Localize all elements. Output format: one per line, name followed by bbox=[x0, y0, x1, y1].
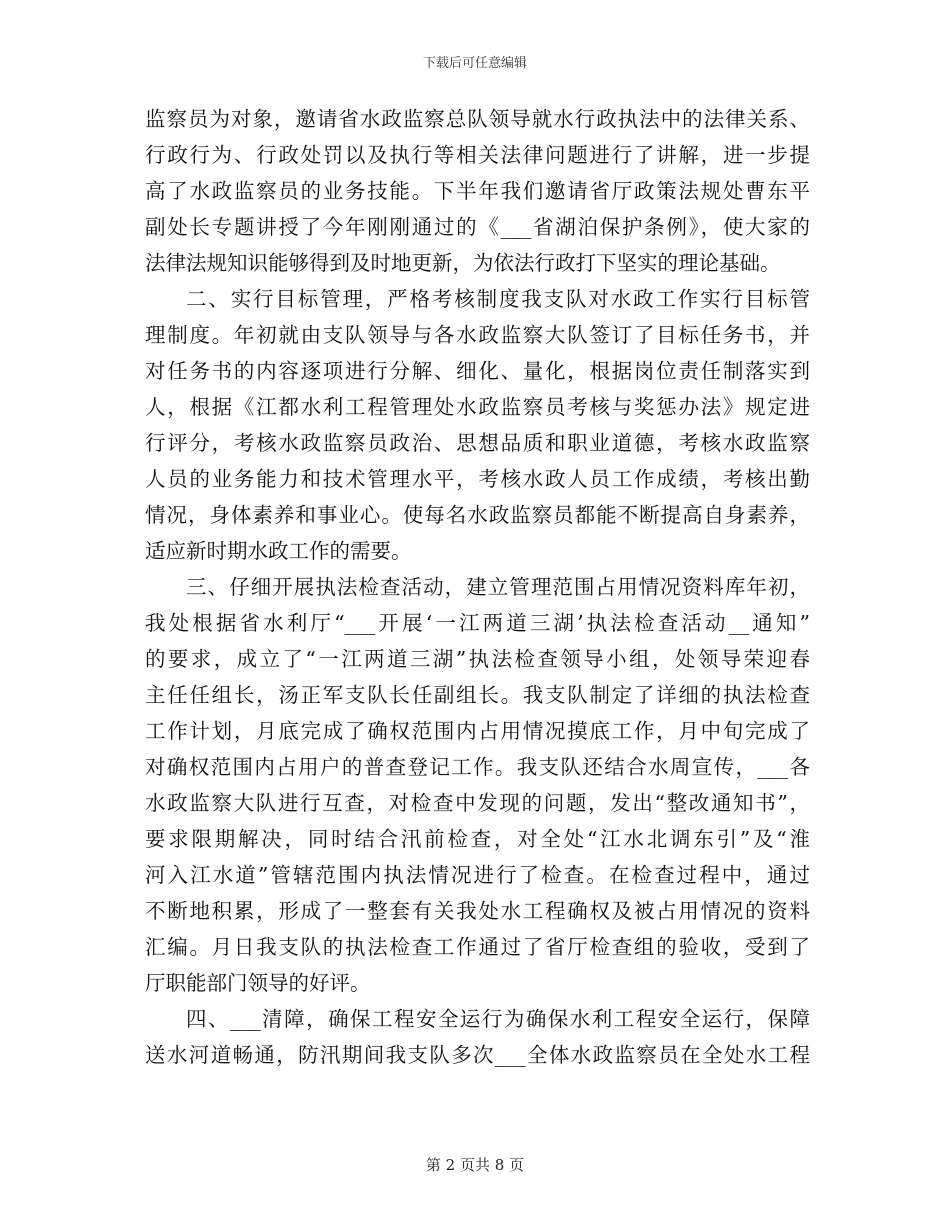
page-number-footer: 第 2 页共 8 页 bbox=[425, 1156, 525, 1174]
text-line: 对确权范围内占用户的普查登记工作。我支队还结合水周宣传，___各 bbox=[145, 755, 810, 779]
text-line: 法律法规知识能够得到及时地更新，为依法行政打下坚实的理论基础。 bbox=[145, 251, 781, 275]
page-header-note: 下载后可任意编辑 bbox=[422, 56, 527, 71]
text-line: 我处根据省水利厅“___开展‘一江两道三湖’执法检查活动__通知” bbox=[145, 611, 810, 635]
text-line: 行政行为、行政处罚以及执行等相关法律问题进行了讲解，进一步提 bbox=[145, 143, 810, 167]
text-line: 主任任组长，汤正军支队长任副组长。我支队制定了详细的执法检查 bbox=[145, 683, 810, 707]
text-line: 河入江水道”管辖范围内执法情况进行了检查。在检查过程中，通过 bbox=[145, 863, 810, 887]
text-line: 行评分，考核水政监察员政治、思想品质和职业道德，考核水政监察 bbox=[145, 431, 810, 455]
text-line: 高了水政监察员的业务技能。下半年我们邀请省厅政策法规处曹东平 bbox=[145, 179, 810, 203]
text-line: 汇编。月日我支队的执法检查工作通过了省厅检查组的验收，受到了 bbox=[145, 935, 810, 959]
text-line: 要求限期解决，同时结合汛前检查，对全处“江水北调东引”及“淮 bbox=[145, 827, 810, 851]
text-line: 厅职能部门领导的好评。 bbox=[145, 971, 371, 995]
text-line: 人员的业务能力和技术管理水平，考核水政人员工作成绩，考核出勤 bbox=[145, 467, 810, 491]
text-line: 三、仔细开展执法检查活动，建立管理范围占用情况资料库年初， bbox=[186, 575, 810, 599]
text-line: 工作计划，月底完成了确权范围内占用情况摸底工作，月中旬完成了 bbox=[145, 719, 810, 743]
text-line: 送水河道畅通，防汛期间我支队多次___全体水政监察员在全处水工程 bbox=[145, 1043, 810, 1067]
text-line: 人，根据《江都水利工程管理处水政监察员考核与奖惩办法》规定进 bbox=[145, 395, 810, 419]
text-line: 水政监察大队进行互查，对检查中发现的问题，发出“整改通知书”， bbox=[145, 791, 810, 815]
text-line: 情况，身体素养和事业心。使每名水政监察员都能不断提高自身素养， bbox=[145, 503, 810, 527]
text-line: 二、实行目标管理，严格考核制度我支队对水政工作实行目标管 bbox=[186, 287, 810, 311]
text-line: 适应新时期水政工作的需要。 bbox=[145, 539, 412, 563]
text-line: 副处长专题讲授了今年刚刚通过的《___省湖泊保护条例》，使大家的 bbox=[145, 215, 810, 239]
text-line: 不断地积累，形成了一整套有关我处水工程确权及被占用情况的资料 bbox=[145, 899, 810, 923]
text-line: 的要求，成立了“一江两道三湖”执法检查领导小组，处领导荣迎春 bbox=[145, 647, 810, 671]
text-line: 监察员为对象，邀请省水政监察总队领导就水行政执法中的法律关系、 bbox=[145, 107, 810, 131]
text-line: 对任务书的内容逐项进行分解、细化、量化，根据岗位责任制落实到 bbox=[145, 359, 810, 383]
document-body bbox=[145, 101, 810, 1073]
text-line: 理制度。年初就由支队领导与各水政监察大队签订了目标任务书，并 bbox=[145, 323, 810, 347]
text-line: 四、___清障，确保工程安全运行为确保水利工程安全运行，保障 bbox=[186, 1007, 810, 1031]
